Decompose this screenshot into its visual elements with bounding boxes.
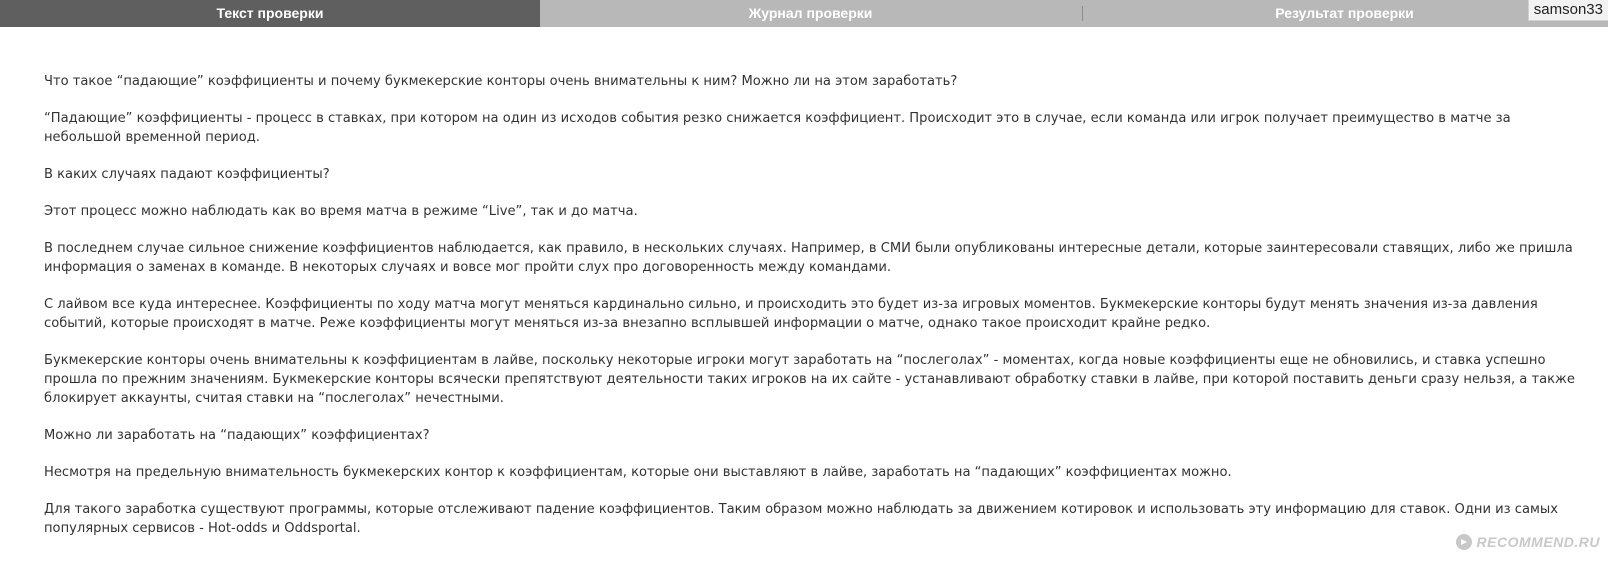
paragraph: Для такого заработка существуют программы, которые отслеживают падение коэффициентов. Таким образом можно наблюдать за движением котировок и использовать эту информацию для ставок. Одни из самых популярных сервисов - Hot-odds и Oddsportal. — [44, 502, 1558, 536]
tab-bar — [0, 0, 1608, 27]
watermark — [1455, 533, 1600, 551]
watermark-text: RECOMMEND.RU — [1476, 534, 1600, 550]
tab-divider — [1082, 6, 1083, 21]
tab-check-text[interactable]: Текст проверки — [0, 0, 540, 27]
paragraph: Что такое “падающие” коэффициенты и почему букмекерские конторы очень внимательны к ним? Можно ли на этом заработать? — [44, 74, 958, 89]
paragraph: Букмекерские конторы очень внимательны к коэффициентам в лайве, поскольку некоторые игроки могут заработать на “послеголах” - моментах, когда новые коэффициенты еще не обновились, и ставка успешно прошла по прежним значениям. Букмекерские конторы всячески препятствуют деятельности таких игроков на их сайте - устанавливают обработку ставки в лайве, при которой поставить деньги сразу нельзя, а также блокирует аккаунты, считая ставки на “послеголах” нечестными. — [44, 353, 1575, 406]
paragraph: Несмотря на предельную внимательность букмекерских контор к коэффициентам, которые они выставляют в лайве, заработать на “падающих” коэффициентах можно. — [44, 465, 1232, 480]
irecommend-logo-icon — [1455, 533, 1473, 551]
paragraph: Можно ли заработать на “падающих” коэффициентах? — [44, 428, 430, 443]
paragraph: С лайвом все куда интереснее. Коэффициенты по ходу матча могут меняться кардинально сильно, и происходить это будет из-за игровых моментов. Букмекерские конторы будут менять значения из-за давления событий, которые происходят в матче. Реже коэффициенты могут меняться из-за внезапно всплывшей информации о матче, однако такое происходит крайне редко. — [44, 297, 1538, 331]
paragraph: Этот процесс можно наблюдать как во время матча в режиме “Live”, так и до матча. — [44, 204, 638, 219]
tab-check-result[interactable]: Результат проверки — [1081, 0, 1608, 27]
article-text — [44, 72, 1584, 556]
paragraph: В последнем случае сильное снижение коэффициентов наблюдается, как правило, в нескольких случаях. Например, в СМИ были опубликованы интересные детали, которые заинтересовали ставящих, либо же пришла информация о заменах в команде. В некоторых случаях и вовсе мог пройти слух про договоренность между командами. — [44, 241, 1573, 275]
paragraph: “Падающие” коэффициенты - процесс в ставках, при котором на один из исходов события резко снижается коэффициент. Происходит это в случае, если команда или игрок получает преимущество в матче за небольшой временной период. — [44, 111, 1511, 145]
username-label: samson33 — [1528, 0, 1608, 21]
paragraph: В каких случаях падают коэффициенты? — [44, 167, 330, 182]
tab-check-log[interactable]: Журнал проверки — [540, 0, 1081, 27]
